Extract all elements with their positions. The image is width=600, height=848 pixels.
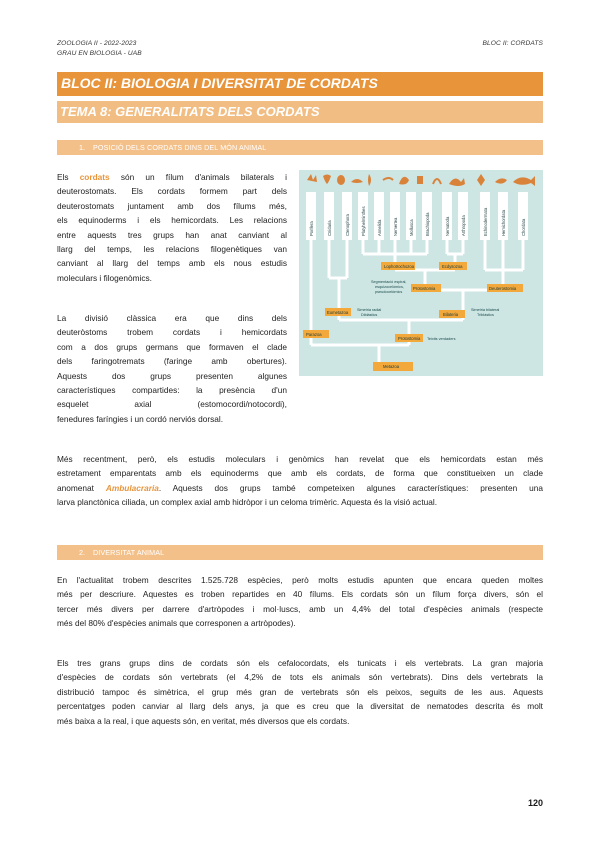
taxon-ctenophora: Ctenophora — [345, 214, 350, 236]
sponge-icon — [307, 174, 317, 182]
acorn-worm-icon — [495, 178, 507, 183]
para2-line: esquelet axial (estomocordi/notocordi), — [57, 399, 287, 410]
annotation-tissues: Teixits verdaders — [427, 337, 456, 341]
tema-title: TEMA 8: GENERALITATS DELS CORDATS — [60, 104, 320, 119]
clade-protostomia: Protostomia — [413, 286, 436, 291]
clade-deuterostomia: Deuterostomia — [489, 286, 517, 291]
para2-line: fenedures faríngies i un cordó nerviós dorsal. — [57, 413, 224, 424]
flatworm-icon — [351, 179, 363, 183]
section-2-paragraph-1 — [57, 573, 543, 631]
annotation-bilateral: Simetria bilateral — [471, 308, 500, 312]
para2-line: deuteròstoms trobem cordats i hemicordats — [57, 327, 287, 338]
section-2-title: DIVERSITAT ANIMAL — [93, 548, 165, 557]
para1-line: entre aquests tres grups han anat canviant al — [57, 229, 287, 240]
taxon-chordata: Chordata — [521, 218, 526, 236]
section-1-number: 1. — [79, 143, 85, 152]
s2p1-line: En l'actualitat trobem descrites 1.525.728 espècies, però molts estudis apunten que encara queden moltes — [57, 575, 543, 585]
clade-ecdysozoa: Ecdysozoa — [442, 264, 463, 269]
comb-jelly-icon — [337, 175, 345, 185]
para2-line: com a dos grups germans que formaven el clade — [57, 341, 287, 352]
annelid-icon — [368, 174, 371, 186]
s2p2-line: distribució tampoc és simètrica, el grup més gran de vertebrats són els peixos, seguits de les aus. Aquests — [57, 686, 543, 697]
annotation-radial: Simetria radial — [357, 308, 382, 312]
s2p2-line: més baixa a la real, i que aquests són, en veritat, més diversos que els cordats. — [57, 715, 350, 726]
section-1-title: POSICIÓ DELS CORDATS DINS DEL MÓN ANIMAL — [93, 143, 267, 152]
nematode-icon — [433, 179, 441, 184]
para2-line: característiques compartides: la presència d'un — [57, 385, 287, 396]
s2p1-line: més per descriure. Aquestes es troben repartides en 40 fílums. Els cordats són un fílum força divers, són el — [57, 589, 543, 600]
bloc-title: BLOC II: BIOLOGIA I DIVERSITAT DE CORDATS — [61, 75, 378, 91]
page-number: 120 — [527, 798, 543, 808]
phylogeny-tree — [299, 170, 543, 376]
para3-line: anomenat Ambulacraria. Aquests dos grups també competeixen algunes característiques: presenten una — [57, 482, 543, 493]
section-2-banner — [57, 545, 543, 560]
header-degree: GRAU EN BIOLOGIA - UAB — [57, 50, 142, 57]
header-course: ZOOLOGIA II - 2022-2023 — [57, 40, 137, 47]
para1-line: moleculars i filogenòmics. — [57, 272, 152, 283]
bloc-title-banner — [57, 72, 543, 96]
section-2-paragraph-2 — [57, 656, 543, 728]
s2p1-line: tercer més divers per darrere d'artròpodes i mol·luscs, amb un 4,4% del total d'espècies animals (respecte — [57, 603, 543, 614]
clade-bilateria-2: Protostomia — [398, 336, 421, 341]
taxon-annelida: Annelida — [377, 219, 382, 236]
annotation-segmentation-3: pseudocelòmics — [375, 290, 403, 294]
s2p1-line: més del 80% d'espècies animals que corresponen a artròpodes). — [57, 618, 296, 629]
brachiopod-icon — [417, 176, 423, 184]
para3-line: estretament emparentats amb els equinoderms que amb els cordats, de forma que constitueixen un clade — [57, 468, 543, 479]
taxon-porifera: Porifera — [309, 221, 314, 236]
taxon-nemertea: Nemertea — [393, 217, 398, 236]
cordats-term: cordats — [79, 172, 110, 182]
section-1-paragraph-3 — [57, 452, 543, 510]
para2-line: La divisió clàssica era que dins dels — [57, 313, 287, 323]
nemertean-icon — [383, 178, 393, 180]
taxon-mollusca: Mollusca — [409, 219, 414, 236]
taxon-brachiopoda: Brachiopoda — [425, 212, 430, 236]
para1-line: els equinoderms i els hemicordats. Les relacions — [57, 215, 287, 226]
para1-line-1: Els cordats són un fílum d'animals bilaterals i — [57, 172, 287, 182]
para2-line: Aquests dos grups presenten algunes — [57, 370, 287, 381]
taxon-labels — [306, 192, 528, 240]
annotation-bilateral-2: Triblàstics — [477, 313, 494, 317]
taxon-nematoda: Nematoda — [445, 216, 450, 236]
clade-metazoa: Metazoa — [383, 364, 400, 369]
mollusc-icon — [399, 177, 409, 185]
tema-title-banner — [57, 101, 543, 123]
clade-bilateria: Bilateria — [443, 312, 459, 317]
section-1-paragraph-1 — [57, 170, 287, 285]
taxon-arthropoda: Arthropoda — [461, 215, 466, 236]
clade-parazoa: Parazoa — [306, 332, 322, 337]
para1-line: llarg del temps, les relacions filogenètiques van — [57, 244, 287, 255]
jellyfish-icon — [323, 175, 331, 185]
s2p2-line: Els tres grans grups dins de cordats són els cefalocordats, els tunicats i els vertebrats. La gran majoria — [57, 658, 543, 668]
clade-eumetazoa: Eumetazoa — [327, 310, 349, 315]
clade-lophotrochozoa: Lophotrochozoa — [384, 264, 415, 269]
section-2-number: 2. — [79, 548, 85, 557]
section-1-banner — [57, 140, 543, 155]
starfish-icon — [477, 174, 485, 186]
annotation-segmentation: Segmentació espiral, — [371, 280, 407, 284]
annotation-segmentation-2: esquizocelòmics, — [375, 285, 404, 289]
s2p2-line: percentatges poden canviar al llarg dels anys, ja que es creu que la diversitat de nematodes descrita és molt — [57, 701, 543, 712]
annotation-radial-2: Diblàstics — [361, 313, 378, 317]
header-bloc: BLOC II: CORDATS — [482, 40, 543, 47]
taxon-cnidaria: Cnidaria — [327, 220, 332, 236]
animal-silhouettes — [307, 174, 535, 186]
ambulacraria-term: Ambulacraria — [105, 482, 159, 493]
section-1-paragraph-2 — [57, 311, 287, 426]
taxon-platyhelminthes: Platyhelminthes — [361, 206, 366, 236]
fish-icon — [513, 176, 535, 186]
taxon-echinodermata: Echinodermata — [483, 207, 488, 236]
arthropod-icon — [449, 178, 465, 186]
tree-branches — [311, 240, 523, 366]
s2p2-line: d'espècies de cordats són vertebrats (el 4,2% de tots els animals són vertebrats). Dins dels vertebrats la — [57, 672, 543, 683]
para1-line: deuterostomats juntament amb dos fílums més, — [57, 200, 287, 211]
para2-line: dels faringotremats (faringe amb obertures). — [57, 356, 287, 367]
para3-line: Més recentment, però, els estudis moleculars i genòmics han revelat que els hemicordats estan més — [57, 454, 543, 464]
para1-line: deuterostomats. Els cordats formem part dels — [57, 186, 287, 197]
para1-line: canviant al llarg del temps amb els nous estudis — [57, 258, 287, 269]
phylogeny-figure — [299, 170, 543, 376]
taxon-hemichordata: Hemichordata — [501, 209, 506, 236]
para3-line: larva planctònica ciliada, un complex axial amb hidròpor i un celoma trimèric. Aquesta és la visió actual. — [57, 497, 437, 508]
